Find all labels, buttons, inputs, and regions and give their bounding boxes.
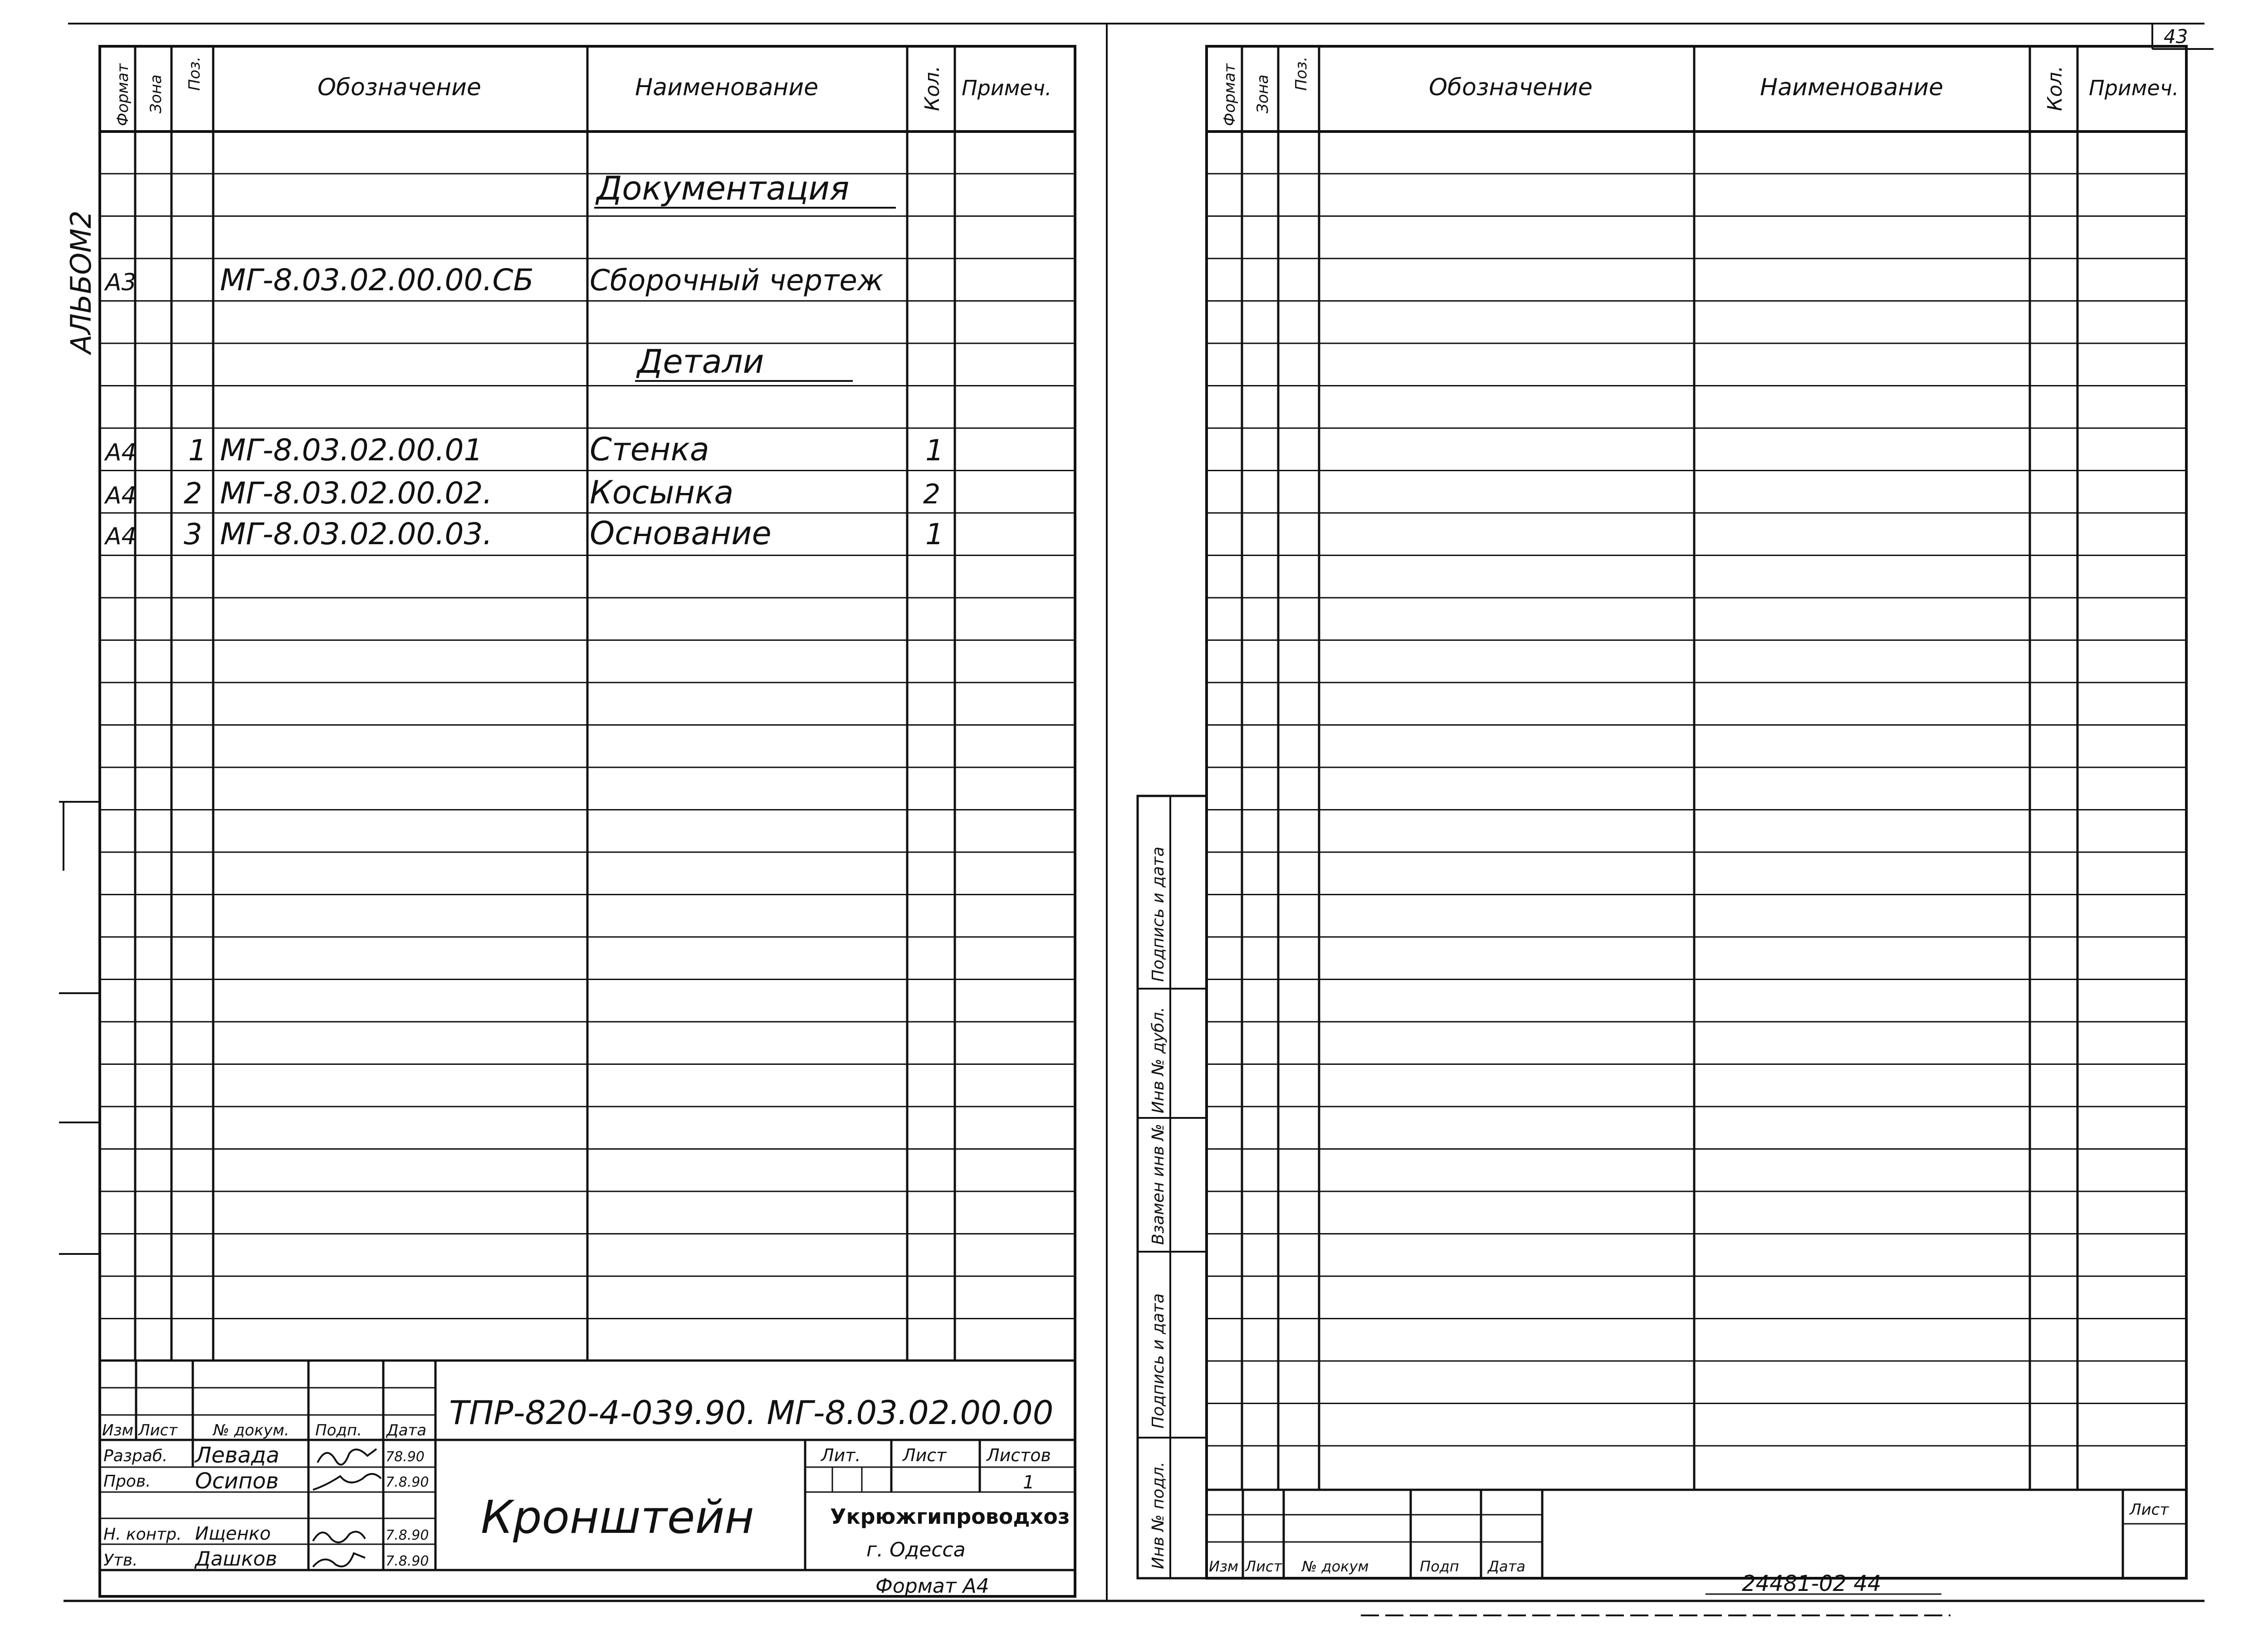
row3-designation: МГ-8.03.02.00.02. (220, 476, 493, 511)
left-header-designation: Обозначение (318, 74, 481, 101)
rtb-col-ndoc: № докум (1302, 1558, 1369, 1575)
tb-sheets-label: Листов (987, 1445, 1051, 1465)
row4-qty: 1 (925, 518, 944, 551)
row1-name: Сборочный чертеж (590, 264, 884, 298)
signature-2 (313, 1474, 381, 1490)
tb-date-2: 7.8.90 (386, 1474, 429, 1490)
right-header-pos: Поз. (1292, 56, 1310, 91)
stamp-podpis-2: Подпись и дата (1149, 846, 1168, 982)
rtb-col-list: Лист (1245, 1558, 1282, 1575)
row1-designation: МГ-8.03.02.00.00.СБ (220, 263, 534, 298)
tb-col-izm: Изм (102, 1421, 134, 1439)
stamp-inv-podl: Инв № подл. (1149, 1462, 1168, 1569)
left-header-qty: Кол. (921, 65, 944, 111)
row2-qty: 1 (925, 434, 944, 468)
row2-pos: 1 (188, 434, 207, 468)
tb-sheet-label: Лист (903, 1445, 947, 1465)
right-header-zone: Зона (1254, 74, 1272, 113)
signature-1 (318, 1449, 376, 1465)
row2-name: Стенка (590, 431, 709, 468)
doc-code: ТПР-820-4-039.90. МГ-8.03.02.00.00 (449, 1394, 1054, 1432)
right-header-qty: Кол. (2043, 65, 2067, 111)
stamp-podpis-1: Подпись и дата (1149, 1293, 1168, 1429)
tb-surname-2: Осипов (195, 1468, 279, 1494)
footer-code: 24481-02 44 (1742, 1571, 1882, 1596)
row4-pos: 3 (184, 518, 202, 551)
right-header-format: Формат (1221, 63, 1239, 126)
row4-designation: МГ-8.03.02.00.03. (220, 517, 493, 551)
left-header-note: Примеч. (962, 76, 1052, 100)
row2-designation: МГ-8.03.02.00.01 (220, 433, 483, 468)
row2-format: А4 (105, 439, 137, 466)
tb-surname-3: Ищенко (195, 1523, 271, 1544)
tb-col-ndoc: № докум. (213, 1421, 289, 1439)
tb-col-list: Лист (138, 1421, 178, 1439)
left-header-name: Наименование (635, 74, 819, 101)
tb-date-1: 78.90 (386, 1449, 425, 1465)
tb-role-1: Разраб. (103, 1447, 168, 1465)
rtb-col-podp: Подп (1420, 1558, 1459, 1575)
page-number: 43 (2164, 25, 2188, 48)
city: г. Одесса (866, 1538, 966, 1561)
tb-date-3: 7.8.90 (386, 1527, 429, 1543)
tb-role-2: Пров. (103, 1472, 151, 1491)
right-header-name: Наименование (1760, 74, 1944, 101)
right-header-note: Примеч. (2089, 76, 2179, 100)
tb-sheets-value: 1 (1023, 1472, 1035, 1493)
rtb-col-izm: Изм (1209, 1558, 1239, 1575)
album-mark: АЛЬБОМ2 (64, 210, 98, 354)
format-label: Формат А4 (875, 1575, 989, 1598)
left-header-zone: Зона (147, 74, 165, 113)
tb-date-4: 7.8.90 (386, 1553, 429, 1569)
tb-col-date: Дата (386, 1421, 427, 1439)
signature-3 (313, 1532, 365, 1542)
stamp-vzamen: Взамен инв № (1149, 1123, 1168, 1245)
row3-name: Косынка (590, 474, 734, 511)
row3-format: А4 (105, 482, 137, 509)
item-title: Кронштейн (481, 1491, 754, 1544)
rtb-sheet-label: Лист (2130, 1501, 2169, 1519)
row1-format: А3 (105, 269, 137, 296)
row4-format: А4 (105, 523, 137, 550)
organization: Укрюжгипроводхоз (830, 1504, 1070, 1529)
tb-col-podp: Подп. (315, 1421, 362, 1439)
row4-name: Основание (590, 515, 772, 552)
tb-role-4: Утв. (103, 1551, 138, 1570)
signature-4 (313, 1553, 365, 1567)
tb-surname-1: Левада (195, 1443, 279, 1468)
row3-qty: 2 (923, 478, 941, 510)
stamp-inv-dubl: Инв № дубл. (1149, 1007, 1168, 1113)
row3-pos: 2 (184, 477, 202, 511)
tb-lit-label: Лит. (821, 1445, 861, 1465)
left-header-format: Формат (114, 63, 132, 126)
tb-role-3: Н. контр. (103, 1525, 182, 1544)
section-details: Детали (637, 342, 764, 380)
section-documentation: Документация (596, 169, 850, 207)
right-header-designation: Обозначение (1429, 74, 1593, 101)
rtb-col-date: Дата (1488, 1558, 1525, 1575)
tb-surname-4: Дашков (195, 1547, 278, 1571)
left-header-pos: Поз. (186, 56, 204, 91)
